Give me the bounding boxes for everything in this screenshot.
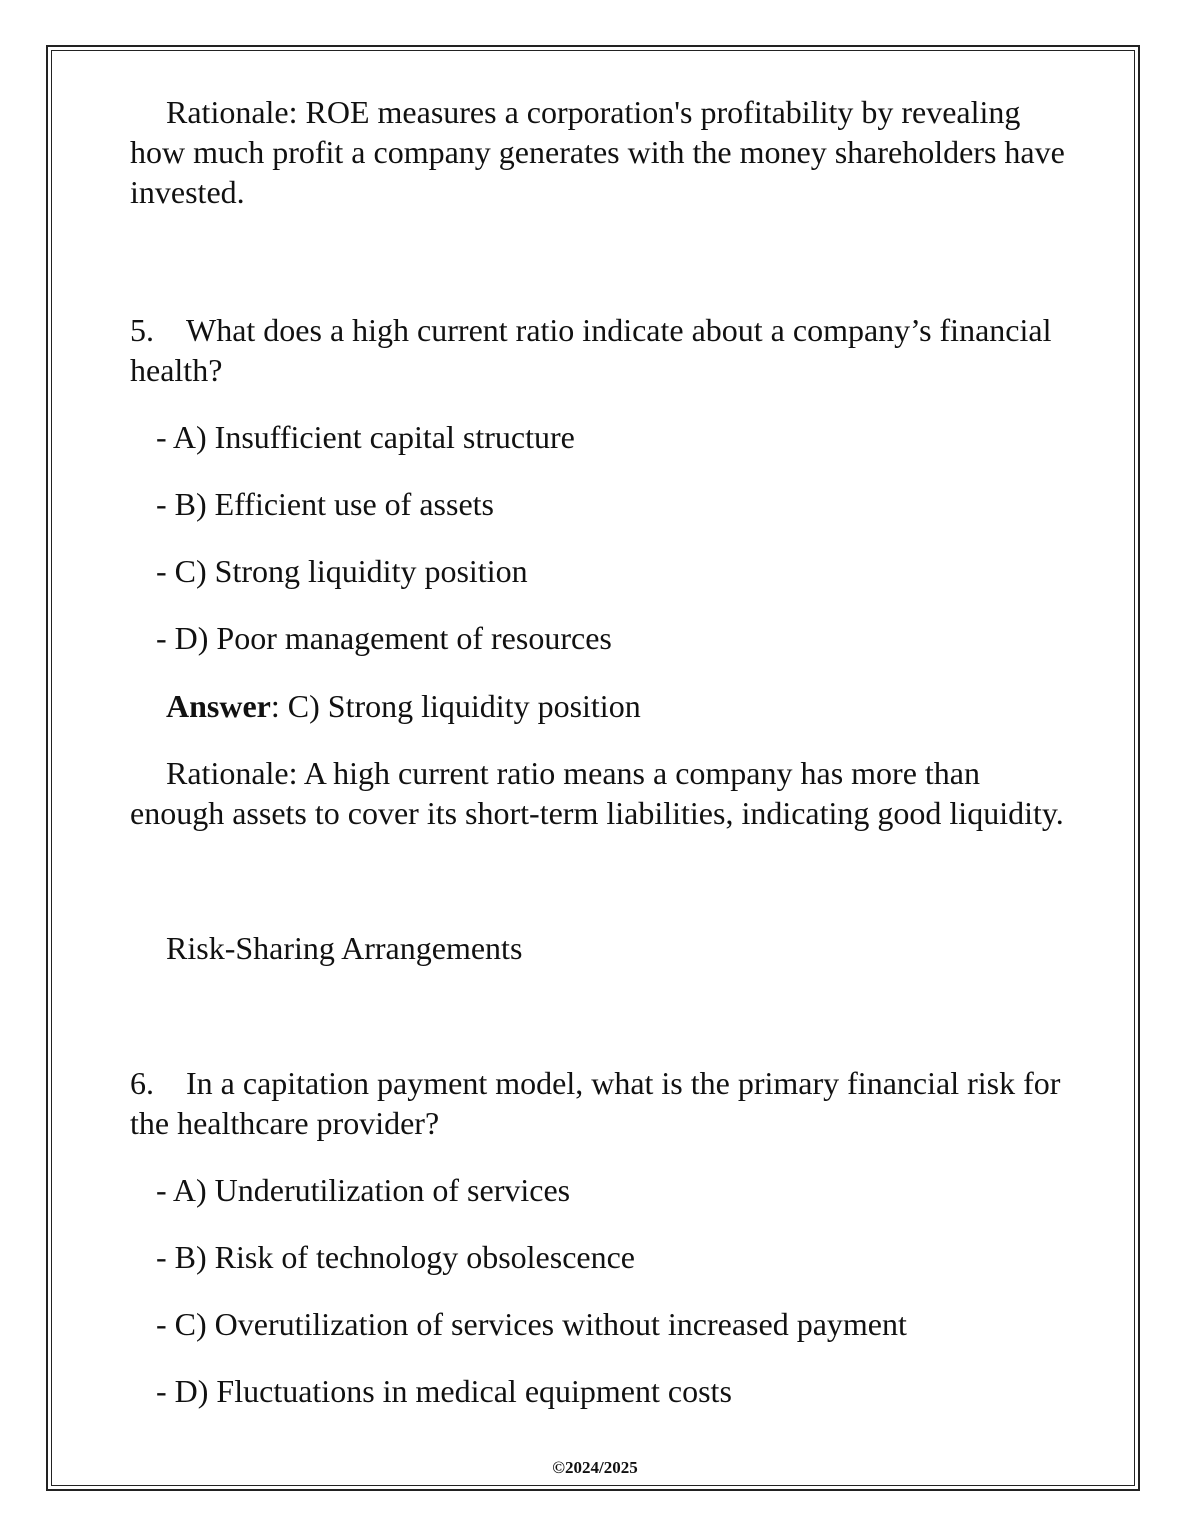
question-5-text: What does a high current ratio indicate about a company’s financial health?	[130, 312, 1052, 388]
question-5-option-b: - B) Efficient use of assets	[156, 486, 494, 522]
question-5-block	[130, 310, 1070, 833]
question-6-option-a: - A) Underutilization of services	[156, 1172, 571, 1208]
section-heading: Risk-Sharing Arrangements	[166, 930, 523, 966]
question-6	[130, 1063, 1070, 1143]
question-5-option-d: - D) Poor management of resources	[156, 620, 612, 656]
answer-text: : C) Strong liquidity position	[270, 688, 641, 724]
question-6-option-d: - D) Fluctuations in medical equipment costs	[156, 1373, 732, 1409]
question-6-text: In a capitation payment model, what is the primary financial risk for the healthcare provider?	[130, 1065, 1061, 1141]
question-5	[130, 310, 1070, 390]
answer-label: Answer	[166, 688, 271, 724]
question-5-option-c: - C) Strong liquidity position	[156, 553, 528, 589]
question-5-answer	[130, 686, 1070, 726]
previous-rationale: Rationale: ROE measures a corporation's profitability by revealing how much profit a company generates with the money shareholders have invested.	[130, 94, 1065, 210]
question-5-option-a: - A) Insufficient capital structure	[156, 419, 575, 455]
copyright-footer: ©2024/2025	[552, 1458, 638, 1477]
question-6-block	[130, 1063, 1070, 1411]
question-6-number: 6.	[130, 1065, 154, 1101]
question-6-option-c: - C) Overutilization of services without increased payment	[156, 1306, 907, 1342]
question-5-number: 5.	[130, 312, 154, 348]
page-content	[130, 92, 1070, 1411]
question-5-rationale: Rationale: A high current ratio means a company has more than enough assets to cover its short-term liabilities, indicating good liquidity.	[130, 755, 1064, 831]
question-6-option-b: - B) Risk of technology obsolescence	[156, 1239, 635, 1275]
